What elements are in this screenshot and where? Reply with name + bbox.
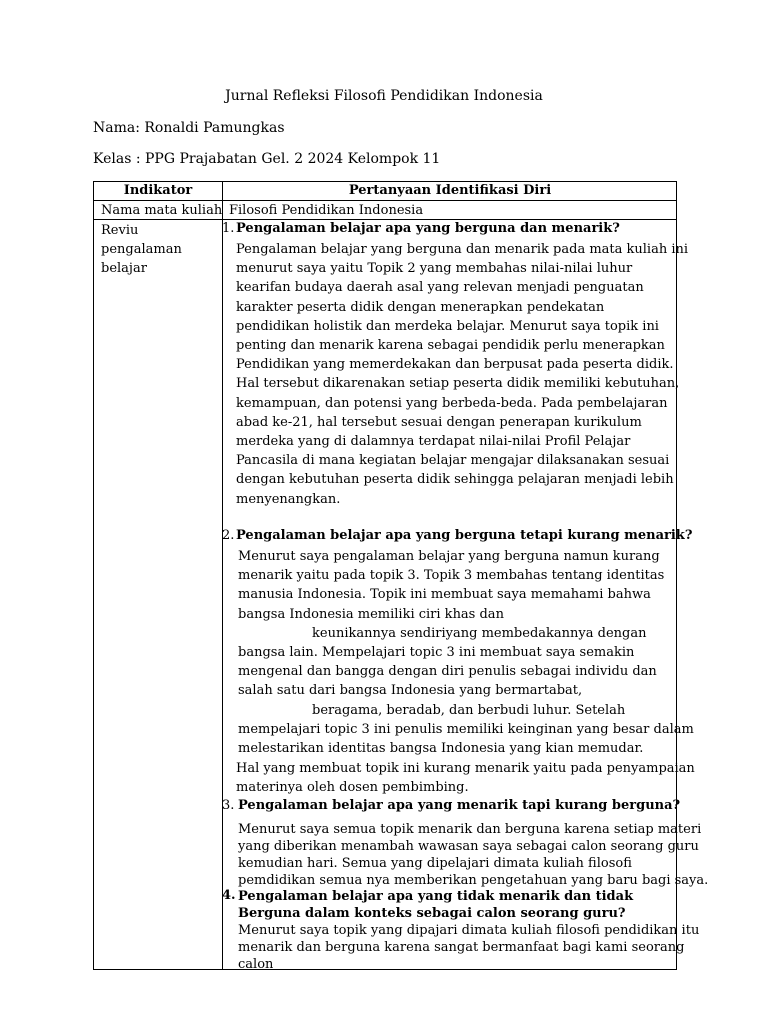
item-number: 4.	[222, 888, 236, 903]
item-number: 1.	[222, 221, 235, 236]
answer-line: kearifan budaya daerah asal yang relevan menjadi penguatan	[236, 280, 644, 296]
answer-line: manusia Indonesia. Topik ini membuat saya memahami bahwa	[238, 587, 651, 603]
question-3: Pengalaman belajar apa yang menarik tapi kurang berguna?	[238, 798, 681, 813]
answer-line: abad ke-21, hal tersebut sesuai dengan penerapan kurikulum	[236, 414, 642, 430]
answer-line: pendidikan holistik dan merdeka belajar. Menurut saya topik ini	[236, 318, 659, 334]
answer-line: menarik dan berguna karena sangat bermanfaat bagi kami seorang	[238, 940, 685, 955]
answer-line: mempelajari topic 3 ini penulis memiliki keinginan yang besar dalam	[238, 721, 694, 737]
answer-line: menyenangkan.	[236, 491, 341, 507]
answer-4	[238, 922, 699, 973]
answer-line: salah satu dari bangsa Indonesia yang bermartabat,	[238, 683, 583, 699]
answer-2-extra	[236, 759, 695, 797]
answer-line: Menurut saya pengalaman belajar yang berguna namun kurang	[238, 549, 660, 564]
answer-line: bangsa lain. Mempelajari topic 3 ini membuat saya semakin	[238, 645, 635, 661]
answer-line: menurut saya yaitu Topik 2 yang membahas nilai-nilai luhur	[236, 261, 633, 277]
answer-line: calon	[238, 957, 274, 972]
answer-line: yang diberikan menambah wawasan saya sebagai calon seorang guru	[238, 839, 699, 854]
review-label-line: Reviu	[101, 223, 139, 238]
question-4	[238, 888, 633, 922]
course-label: Nama mata kuliah	[101, 203, 223, 218]
answer-line: melestarikan identitas bangsa Indonesia yang kian memudar.	[238, 741, 644, 757]
review-label	[101, 221, 182, 279]
answer-line: mengenal dan bangga dengan diri penulis sebagai individu dan	[238, 664, 657, 680]
course-value: Filosofi Pendidikan Indonesia	[229, 203, 424, 218]
question-line: Pengalaman belajar apa yang tidak menarik dan tidak	[238, 889, 634, 904]
answer-line: menarik yaitu pada topik 3. Topik 3 membahas tentang identitas	[238, 568, 665, 584]
answer-1	[236, 240, 688, 509]
answer-line: Menurut saya topik yang dipajari dimata kuliah filosofi pendidikan itu	[238, 923, 700, 938]
answer-line: Menurut saya semua topik menarik dan berguna karena setiap materi	[238, 822, 702, 837]
answer-line: beragama, beradab, dan berbudi luhur. Setelah	[312, 702, 626, 718]
question-1: Pengalaman belajar apa yang berguna dan menarik?	[236, 221, 620, 236]
item-number: 2.	[222, 528, 235, 543]
answer-line: kemudian hari. Semua yang dipelajari dimata kuliah filosofi	[238, 856, 632, 871]
answer-line: merdeka yang di dalamnya terdapat nilai-nilai Profil Pelajar	[236, 434, 631, 450]
answer-line: Hal yang membuat topik ini kurang menarik yaitu pada penyampaian	[236, 761, 695, 776]
student-name: Nama: Ronaldi Pamungkas	[93, 120, 285, 136]
item-number: 3.	[222, 798, 235, 813]
answer-line: Pendidikan yang memerdekakan dan berpusat pada peserta didik.	[236, 357, 674, 373]
answer-line: Pengalaman belajar yang berguna dan menarik pada mata kuliah ini	[236, 242, 689, 257]
answer-line: Hal tersebut dikarenakan setiap peserta didik memiliki kebutuhan,	[236, 376, 680, 392]
header-indikator: Indikator	[123, 183, 193, 198]
answer-line: materinya oleh dosen pembimbing.	[236, 780, 469, 796]
answer-line: dengan kebutuhan peserta didik sehingga pelajaran menjadi lebih	[236, 472, 674, 488]
document-title: Jurnal Refleksi Filosofi Pendidikan Indonesia	[225, 88, 543, 104]
review-label-line: belajar	[101, 261, 147, 277]
answer-line: Pancasila di mana kegiatan belajar mengajar dilaksanakan sesuai	[236, 453, 670, 469]
answer-2	[238, 547, 694, 758]
question-line: Berguna dalam konteks sebagai calon seorang guru?	[238, 906, 626, 921]
answer-3	[238, 821, 708, 889]
answer-line: kemampuan, dan potensi yang berbeda-beda. Pada pembelajaran	[236, 395, 668, 411]
answer-line: keunikannya sendiriyang membedakannya dengan	[312, 625, 647, 641]
header-pertanyaan: Pertanyaan Identifikasi Diri	[348, 183, 552, 198]
answer-line: pemdidikan semua nya memberikan pengetahuan yang baru bagi saya.	[238, 873, 709, 888]
answer-line: penting dan menarik karena sebagai pendidik perlu menerapkan	[236, 338, 665, 354]
class-info: Kelas : PPG Prajabatan Gel. 2 2024 Kelompok 11	[93, 151, 441, 167]
answer-line: bangsa Indonesia memiliki ciri khas dan	[238, 606, 504, 622]
review-label-line: pengalaman	[101, 242, 182, 258]
column-divider	[222, 182, 223, 969]
question-2: Pengalaman belajar apa yang berguna tetapi kurang menarik?	[236, 528, 693, 543]
answer-line: karakter peserta didik dengan menerapkan pendekatan	[236, 299, 605, 315]
